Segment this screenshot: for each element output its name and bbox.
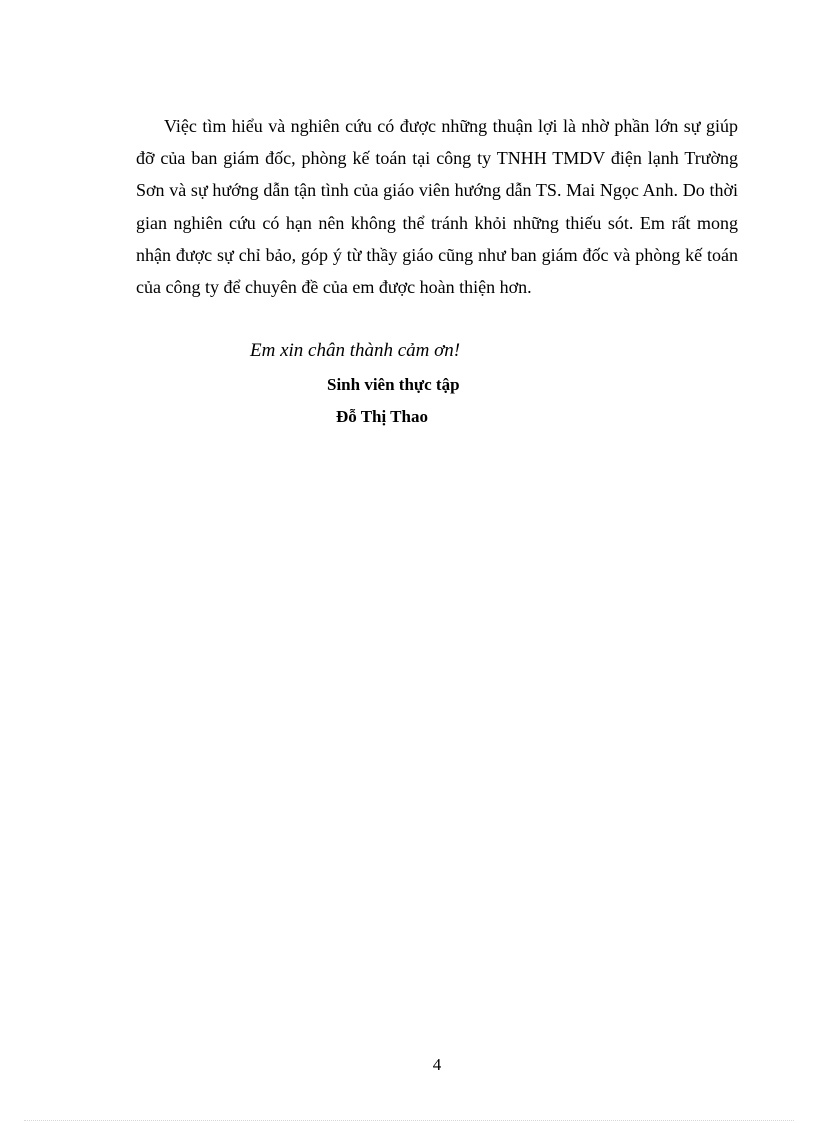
- signature-name: Đỗ Thị Thao: [336, 407, 428, 426]
- page-bottom-border: [24, 1120, 794, 1121]
- body-paragraph: Việc tìm hiểu và nghiên cứu có được những thuận lợi là nhờ phần lớn sự giúp đỡ của ban giám đốc, phòng kế toán tại công ty TNHH TMDV điện lạnh Trường Sơn và sự hướng dẫn tận tình của giáo viên hướng dẫn TS. Mai Ngọc Anh. Do thời gian nghiên cứu có hạn nên không thể tránh khỏi những thiếu sót. Em rất mong nhận được sự chỉ bảo, góp ý từ thầy giáo cũng như ban giám đốc và phòng kế toán của công ty để chuyên đề của em được hoàn thiện hơn.: [136, 116, 738, 298]
- page-number: 4: [432, 1055, 442, 1074]
- thanks-line: Em xin chân thành cảm ơn!: [250, 340, 461, 361]
- signature-role: Sinh viên thực tập: [327, 375, 460, 394]
